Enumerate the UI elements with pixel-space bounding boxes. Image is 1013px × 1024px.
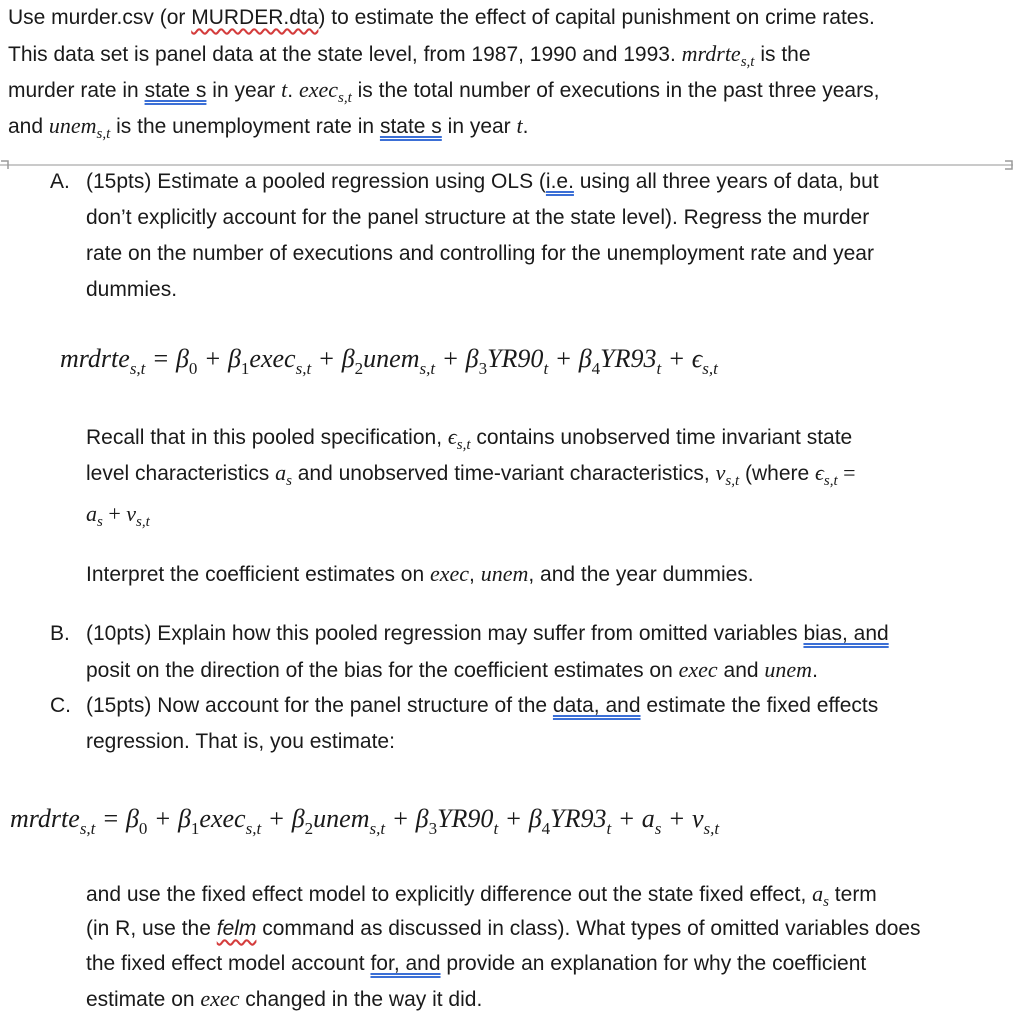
equals-sign: =	[837, 460, 856, 485]
intro-text: is the	[760, 43, 811, 66]
eq-sub: 0	[188, 359, 198, 378]
recall-line-1	[86, 423, 852, 452]
eq-sub: 1	[240, 359, 250, 378]
eq-term: YR93	[600, 344, 657, 373]
eq-term: + β	[261, 804, 305, 833]
part-b-line-2	[86, 656, 818, 685]
part-c-text: command as discussed in class). What types of omitted variables does	[256, 917, 921, 940]
intro-text: This data set is panel data at the state level, from 1987, 1990 and 1993.	[8, 43, 676, 66]
part-c-text: (15pts) Now account for the panel structure of the	[86, 694, 553, 717]
part-c-para-line-1	[86, 880, 877, 909]
for-and-word[interactable]: for, and	[370, 952, 441, 975]
eq-term: + v	[661, 804, 704, 833]
part-c-line-1	[86, 692, 878, 720]
recall-text: Recall that in this pooled specification,	[86, 426, 448, 449]
bias-and-word[interactable]: bias, and	[803, 622, 889, 645]
intro-text: in year	[441, 115, 517, 138]
data-and-word[interactable]: data, and	[552, 694, 641, 717]
felm-word[interactable]: felm	[216, 917, 257, 940]
part-a-line-4: dummies.	[86, 278, 178, 301]
eq-term: + β	[435, 344, 479, 373]
sub-st: s,t	[823, 473, 838, 489]
eq-sub: 3	[428, 819, 438, 838]
interpret-line	[86, 560, 754, 589]
var-exec: exec	[298, 77, 339, 102]
eq-sub: s,t	[369, 819, 386, 838]
part-a-line-2: don’t explicitly account for the panel structure at the state level). Regress the murder	[86, 206, 870, 229]
intro-text: .	[287, 79, 294, 102]
var-exec: exec	[678, 657, 718, 682]
var-a: a	[812, 881, 824, 906]
part-b-line-1	[86, 620, 889, 648]
murder-dta-word[interactable]: MURDER.dta	[191, 6, 319, 29]
var-a: a	[86, 501, 97, 526]
eq-term: + β	[498, 804, 542, 833]
sub-st: s,t	[740, 54, 755, 70]
eq-term: + ϵ	[661, 344, 703, 373]
state-s-word[interactable]: state s	[379, 115, 442, 138]
var-t: t	[281, 77, 288, 102]
var-exec: exec	[429, 561, 470, 586]
eq-term: unem	[363, 344, 420, 373]
sub-s: s	[97, 514, 103, 530]
eq-sub: s,t	[419, 359, 436, 378]
eq-sub: t	[656, 359, 662, 378]
intro-text: in year	[206, 79, 282, 102]
intro-text: is the unemployment rate in	[110, 115, 380, 138]
part-a-text: using all three years of data, but	[573, 170, 879, 193]
eq-sub: t	[493, 819, 499, 838]
var-eps: ϵ	[447, 424, 457, 449]
part-c-para-line-2	[86, 915, 921, 943]
recall-text: and unobserved time-variant characteristics,	[291, 462, 716, 485]
part-a-marker: A.	[50, 170, 70, 193]
eq-sub: 2	[304, 819, 314, 838]
part-c-para-line-4	[86, 985, 482, 1014]
part-c-line-2: regression. That is, you estimate:	[86, 730, 395, 753]
interpret-text: , and the year dummies.	[528, 563, 754, 586]
eq-term: = β	[145, 344, 189, 373]
ie-word[interactable]: i.e.	[545, 170, 574, 193]
eq-sub: t	[543, 359, 549, 378]
sub-s: s	[286, 473, 292, 489]
eq-sub: s,t	[295, 359, 312, 378]
part-b-text: and	[717, 659, 765, 682]
var-eps: ϵ	[815, 460, 824, 485]
eq-sub: s,t	[245, 819, 262, 838]
plus-sign: +	[102, 501, 127, 526]
recall-line-3	[86, 500, 150, 529]
intro-text: .	[522, 115, 529, 138]
part-c-text: provide an explanation for why the coefficient	[440, 952, 867, 975]
recall-text: (where	[739, 462, 815, 485]
part-b-marker: B.	[50, 622, 70, 645]
sub-s: s	[823, 894, 829, 910]
eq-term: + β	[147, 804, 191, 833]
eq-term: + β	[197, 344, 241, 373]
eq-term: + β	[548, 344, 592, 373]
eq-term: YR90	[437, 804, 494, 833]
part-c-text: estimate on	[86, 988, 201, 1011]
intro-text: is the total number of executions in the past three years,	[357, 79, 880, 102]
eq-term: YR90	[487, 344, 544, 373]
intro-line-3	[8, 76, 879, 105]
recall-line-2	[86, 459, 856, 488]
part-a-line-1	[86, 168, 879, 196]
part-b-text: .	[812, 659, 818, 682]
part-c-marker: C.	[50, 694, 71, 717]
var-unem: unem	[48, 113, 97, 138]
sub-st: s,t	[725, 473, 740, 489]
eq-term: mrdrte	[60, 344, 130, 373]
sub-st: s,t	[136, 514, 150, 530]
part-a-line-3: rate on the number of executions and controlling for the unemployment rate and year	[86, 242, 874, 265]
fixed-effects-equation	[10, 803, 720, 838]
intro-line-2	[8, 40, 811, 69]
part-c-text: and use the fixed effect model to explicitly difference out the state fixed effect,	[86, 883, 813, 906]
eq-sub: 2	[354, 359, 364, 378]
part-c-para-line-3	[86, 950, 866, 978]
eq-term: unem	[313, 804, 370, 833]
interpret-text: Interpret the coefficient estimates on	[86, 563, 430, 586]
intro-text: ) to estimate the effect of capital punishment on crime rates.	[318, 6, 875, 29]
eq-term: + a	[611, 804, 655, 833]
eq-sub: 0	[138, 819, 148, 838]
part-c-text: changed in the way it did.	[239, 988, 483, 1011]
eq-sub: s	[654, 819, 662, 838]
eq-sub: 4	[591, 359, 601, 378]
eq-sub: s,t	[129, 359, 146, 378]
var-a: a	[275, 460, 287, 485]
intro-line-4	[8, 112, 528, 141]
var-unem: unem	[764, 657, 813, 682]
eq-term: mrdrte	[10, 804, 80, 833]
part-c-text: the fixed effect model account	[86, 952, 371, 975]
intro-text: Use murder.csv (or	[8, 6, 192, 29]
var-v: v	[715, 460, 726, 485]
part-b-text: posit on the direction of the bias for the coefficient estimates on	[86, 659, 679, 682]
var-v: v	[126, 501, 137, 526]
part-c-text: estimate the fixed effects	[640, 694, 879, 717]
recall-text: level characteristics	[86, 462, 276, 485]
sub-st: s,t	[456, 437, 471, 453]
pooled-regression-equation	[60, 343, 718, 378]
eq-term: + β	[311, 344, 355, 373]
eq-sub: s,t	[79, 819, 96, 838]
eq-sub: 1	[190, 819, 200, 838]
part-b-text: (10pts) Explain how this pooled regression may suffer from omitted variables	[86, 622, 804, 645]
eq-sub: 4	[541, 819, 551, 838]
var-mrdrte: mrdrte	[681, 41, 741, 66]
intro-line-1	[8, 4, 875, 32]
sub-st: s,t	[96, 126, 111, 142]
eq-term: YR93	[550, 804, 607, 833]
var-t: t	[516, 113, 523, 138]
intro-text: and	[8, 115, 49, 138]
var-exec: exec	[200, 986, 240, 1011]
part-c-text: term	[828, 883, 877, 906]
intro-text: murder rate in	[8, 79, 145, 102]
eq-term: + β	[385, 804, 429, 833]
eq-sub: s,t	[702, 359, 718, 378]
eq-sub: 3	[478, 359, 488, 378]
eq-term: = β	[95, 804, 139, 833]
interpret-text: ,	[469, 563, 481, 586]
state-s-word[interactable]: state s	[144, 79, 207, 102]
var-unem: unem	[480, 561, 529, 586]
eq-term: exec	[249, 344, 296, 373]
sub-st: s,t	[338, 90, 352, 106]
eq-term: exec	[199, 804, 246, 833]
part-c-text: (in R, use the	[86, 917, 217, 940]
part-a-text: (15pts) Estimate a pooled regression using OLS (	[86, 170, 546, 193]
recall-text: contains unobserved time invariant state	[470, 426, 853, 449]
eq-sub: s,t	[703, 819, 720, 838]
eq-sub: t	[606, 819, 612, 838]
